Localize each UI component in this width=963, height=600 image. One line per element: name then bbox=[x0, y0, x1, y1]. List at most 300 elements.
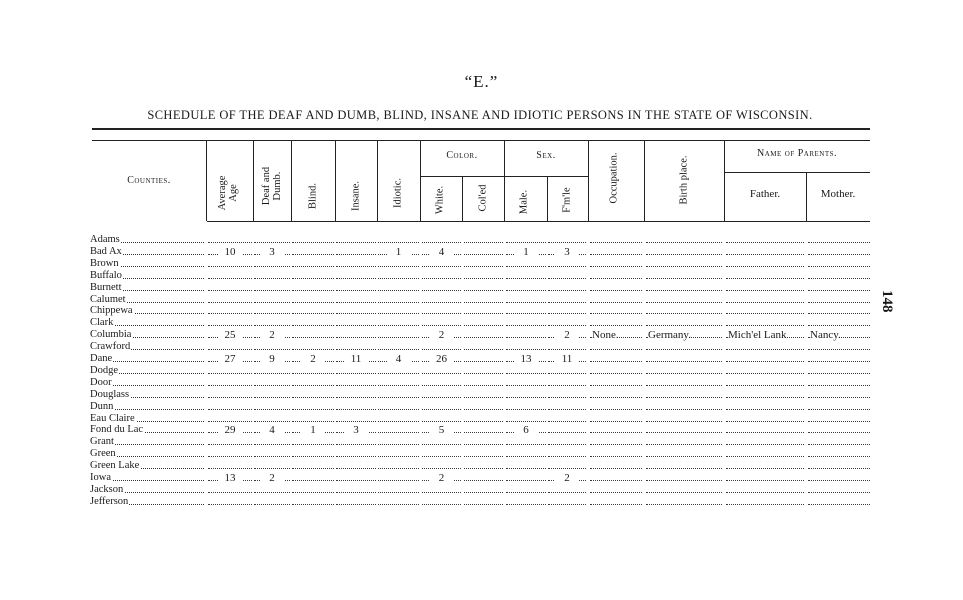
dot-leader bbox=[646, 421, 722, 422]
dot-leader bbox=[378, 266, 419, 267]
county-name bbox=[90, 448, 206, 460]
header-female: F'm'le bbox=[561, 187, 573, 213]
dot-leader bbox=[726, 504, 804, 505]
dot-leader bbox=[590, 242, 642, 243]
dot-leader bbox=[422, 349, 461, 350]
dot-leader bbox=[808, 456, 870, 457]
dot-leader bbox=[378, 421, 419, 422]
dot-leader bbox=[208, 492, 252, 493]
dot-leader bbox=[808, 290, 870, 291]
dot-leader bbox=[646, 373, 722, 374]
dot-leader bbox=[292, 456, 334, 457]
dot-leader bbox=[292, 409, 334, 410]
dot-leader bbox=[646, 266, 722, 267]
dot-leader bbox=[292, 468, 334, 469]
dot-leader bbox=[590, 444, 642, 445]
dot-leader bbox=[336, 349, 376, 350]
dot-leader bbox=[378, 409, 419, 410]
dot-leader bbox=[254, 444, 290, 445]
dot-leader bbox=[646, 456, 722, 457]
county-label: Burnett bbox=[90, 281, 122, 293]
dot-leader bbox=[464, 409, 503, 410]
county-name bbox=[90, 389, 206, 401]
dot-leader bbox=[464, 492, 503, 493]
cell-age: 27 bbox=[218, 353, 242, 365]
header-blind: Blind. bbox=[307, 183, 319, 209]
dot-leader bbox=[808, 468, 870, 469]
dot-leader bbox=[336, 468, 376, 469]
subheader-rule bbox=[207, 221, 870, 222]
dot-leader bbox=[254, 492, 290, 493]
dot-leader bbox=[808, 266, 870, 267]
dot-leader bbox=[548, 468, 586, 469]
column-rule bbox=[547, 177, 548, 221]
dot-leader bbox=[590, 349, 642, 350]
dot-leader bbox=[506, 278, 546, 279]
dot-leader bbox=[646, 385, 722, 386]
dot-leader bbox=[378, 480, 419, 481]
dot-leader bbox=[548, 290, 586, 291]
dot-leader bbox=[808, 421, 870, 422]
cell-female: 11 bbox=[555, 353, 579, 365]
dot-leader bbox=[422, 397, 461, 398]
dot-leader bbox=[646, 361, 722, 362]
header-idiotic: Idiotic. bbox=[392, 177, 404, 209]
county-label: Jackson bbox=[90, 483, 124, 495]
dot-leader bbox=[726, 302, 804, 303]
county-label: Jefferson bbox=[90, 495, 129, 507]
dot-leader bbox=[548, 266, 586, 267]
dot-leader bbox=[208, 242, 252, 243]
header-average-age: Average Age bbox=[217, 175, 239, 211]
dot-leader bbox=[590, 432, 642, 433]
dot-leader bbox=[464, 278, 503, 279]
dot-leader bbox=[208, 278, 252, 279]
dot-leader bbox=[464, 421, 503, 422]
dot-leader bbox=[464, 242, 503, 243]
dot-leader bbox=[726, 242, 804, 243]
dot-leader bbox=[464, 313, 503, 314]
dot-leader bbox=[646, 302, 722, 303]
cell-male: 13 bbox=[514, 353, 538, 365]
dot-leader bbox=[464, 373, 503, 374]
dot-leader bbox=[292, 397, 334, 398]
header-name-of-parents: Name of Parents. bbox=[756, 148, 837, 159]
dot-leader bbox=[590, 456, 642, 457]
dot-leader bbox=[254, 373, 290, 374]
dot-leader bbox=[808, 361, 870, 362]
dot-leader bbox=[506, 504, 546, 505]
header-counties: Counties. bbox=[127, 175, 171, 186]
dot-leader bbox=[506, 349, 546, 350]
county-name bbox=[90, 401, 206, 413]
dot-leader bbox=[590, 421, 642, 422]
dot-leader bbox=[808, 492, 870, 493]
schedule-letter: “E.” bbox=[464, 72, 499, 91]
county-name bbox=[90, 353, 206, 365]
dot-leader bbox=[422, 385, 461, 386]
dot-leader bbox=[254, 421, 290, 422]
dot-leader bbox=[548, 432, 586, 433]
dot-leader bbox=[208, 325, 252, 326]
cell-birth-place: Germany. bbox=[648, 329, 691, 342]
dot-leader bbox=[336, 444, 376, 445]
dot-leader bbox=[292, 373, 334, 374]
dot-leader bbox=[808, 444, 870, 445]
dot-leader bbox=[378, 242, 419, 243]
cell-male: 6 bbox=[514, 424, 538, 436]
dot-leader bbox=[506, 444, 546, 445]
dot-leader bbox=[292, 349, 334, 350]
dot-leader bbox=[464, 444, 503, 445]
dot-leader bbox=[808, 385, 870, 386]
dot-leader bbox=[726, 480, 804, 481]
county-name bbox=[90, 258, 206, 270]
cell-deaf: 3 bbox=[260, 246, 284, 258]
dot-leader bbox=[548, 409, 586, 410]
cell-insane: 3 bbox=[344, 424, 368, 436]
column-rule bbox=[588, 141, 589, 221]
dot-leader bbox=[422, 302, 461, 303]
county-label: Adams bbox=[90, 234, 120, 245]
cell-blind: 2 bbox=[301, 353, 325, 365]
dot-leader bbox=[548, 302, 586, 303]
dot-leader bbox=[464, 385, 503, 386]
dot-leader bbox=[292, 421, 334, 422]
cell-insane: 11 bbox=[344, 353, 368, 365]
dot-leader bbox=[548, 397, 586, 398]
dot-leader bbox=[254, 325, 290, 326]
county-name bbox=[90, 496, 206, 508]
dot-leader bbox=[336, 278, 376, 279]
county-name bbox=[90, 246, 206, 258]
county-label: Green bbox=[90, 448, 116, 460]
header-colored: Col'ed bbox=[477, 184, 489, 212]
dot-leader bbox=[726, 444, 804, 445]
dot-leader bbox=[422, 242, 461, 243]
county-name bbox=[90, 484, 206, 496]
dot-leader bbox=[590, 313, 642, 314]
dot-leader bbox=[292, 337, 334, 338]
dot-leader bbox=[590, 361, 642, 362]
county-label: Dodge bbox=[90, 364, 118, 376]
dot-leader bbox=[506, 337, 546, 338]
parents-split-rule bbox=[724, 172, 870, 173]
dot-leader bbox=[506, 409, 546, 410]
dot-leader bbox=[646, 504, 722, 505]
dot-leader bbox=[208, 313, 252, 314]
cell-female: 2 bbox=[555, 472, 579, 484]
dot-leader bbox=[548, 373, 586, 374]
dot-leader bbox=[292, 254, 334, 255]
column-rule bbox=[291, 141, 292, 221]
dot-leader bbox=[726, 468, 804, 469]
dot-leader bbox=[378, 278, 419, 279]
dot-leader bbox=[506, 397, 546, 398]
column-rule bbox=[206, 141, 207, 221]
header-deaf-and-dumb: Deaf and Dumb. bbox=[261, 166, 283, 206]
cell-occupation: None. bbox=[592, 329, 619, 342]
page-number: 148 bbox=[879, 290, 895, 313]
dot-leader bbox=[506, 385, 546, 386]
county-name bbox=[90, 329, 206, 341]
dot-leader bbox=[464, 290, 503, 291]
dot-leader bbox=[336, 313, 376, 314]
dot-leader bbox=[506, 492, 546, 493]
county-label: Calumet bbox=[90, 293, 126, 305]
dot-leader bbox=[208, 302, 252, 303]
dot-leader bbox=[422, 290, 461, 291]
dot-leader bbox=[548, 456, 586, 457]
dot-leader bbox=[548, 492, 586, 493]
dot-leader bbox=[726, 290, 804, 291]
dot-leader bbox=[646, 313, 722, 314]
county-name bbox=[90, 294, 206, 306]
county-label: Bad Ax bbox=[90, 245, 122, 257]
dot-leader bbox=[422, 456, 461, 457]
dot-leader bbox=[646, 254, 722, 255]
cell-age: 25 bbox=[218, 329, 242, 341]
dot-leader bbox=[378, 385, 419, 386]
dot-leader bbox=[590, 254, 642, 255]
dot-leader bbox=[590, 385, 642, 386]
dot-leader bbox=[464, 325, 503, 326]
county-label: Clark bbox=[90, 317, 114, 329]
dot-leader bbox=[506, 302, 546, 303]
county-label: Green Lake bbox=[90, 460, 140, 472]
dot-leader bbox=[254, 397, 290, 398]
dot-leader bbox=[336, 421, 376, 422]
county-name bbox=[90, 424, 206, 436]
cell-idiotic: 1 bbox=[387, 246, 411, 258]
dot-leader bbox=[548, 313, 586, 314]
dot-leader bbox=[208, 397, 252, 398]
dot-leader bbox=[808, 278, 870, 279]
column-rule bbox=[462, 177, 463, 221]
dot-leader bbox=[378, 290, 419, 291]
dot-leader bbox=[506, 290, 546, 291]
dot-leader bbox=[590, 480, 642, 481]
dot-leader bbox=[548, 242, 586, 243]
dot-leader bbox=[646, 468, 722, 469]
county-label: Buffalo bbox=[90, 269, 122, 281]
dot-leader bbox=[464, 361, 503, 362]
dot-leader bbox=[808, 349, 870, 350]
county-label: Dane bbox=[90, 353, 113, 364]
dot-leader bbox=[548, 504, 586, 505]
dot-leader bbox=[506, 313, 546, 314]
county-name bbox=[90, 341, 206, 353]
dot-leader bbox=[378, 397, 419, 398]
dot-leader bbox=[336, 504, 376, 505]
header-sex: Sex. bbox=[536, 150, 556, 161]
dot-leader bbox=[422, 325, 461, 326]
dot-leader bbox=[808, 480, 870, 481]
dot-leader bbox=[646, 349, 722, 350]
dot-leader bbox=[808, 432, 870, 433]
dot-leader bbox=[506, 325, 546, 326]
dot-leader bbox=[548, 325, 586, 326]
cell-deaf: 2 bbox=[260, 329, 284, 341]
dot-leader bbox=[548, 444, 586, 445]
dot-leader bbox=[254, 278, 290, 279]
header-birth-place: Birth place. bbox=[678, 155, 690, 205]
dot-leader bbox=[726, 409, 804, 410]
dot-leader bbox=[254, 242, 290, 243]
dot-leader bbox=[336, 385, 376, 386]
dot-leader bbox=[646, 409, 722, 410]
dot-leader bbox=[208, 468, 252, 469]
column-rule bbox=[644, 141, 645, 221]
dot-leader bbox=[422, 444, 461, 445]
column-rule bbox=[377, 141, 378, 221]
dot-leader bbox=[590, 290, 642, 291]
dot-leader bbox=[208, 421, 252, 422]
county-name bbox=[90, 270, 206, 282]
dot-leader bbox=[726, 373, 804, 374]
dot-leader bbox=[336, 480, 376, 481]
dot-leader bbox=[254, 313, 290, 314]
county-label: Fond du Lac bbox=[90, 424, 144, 436]
dot-leader bbox=[336, 373, 376, 374]
dot-leader bbox=[646, 397, 722, 398]
cell-white: 5 bbox=[430, 424, 454, 436]
cell-male: 1 bbox=[514, 246, 538, 258]
header-mother: Mother. bbox=[820, 188, 856, 200]
county-label: Brown bbox=[90, 257, 119, 269]
county-name bbox=[90, 305, 206, 317]
dot-leader bbox=[464, 397, 503, 398]
county-name bbox=[90, 282, 206, 294]
dot-leader bbox=[590, 468, 642, 469]
county-name bbox=[90, 365, 206, 377]
dot-leader bbox=[646, 480, 722, 481]
dot-leader bbox=[506, 468, 546, 469]
dot-leader bbox=[506, 373, 546, 374]
dot-leader bbox=[422, 492, 461, 493]
dot-leader bbox=[422, 278, 461, 279]
dot-leader bbox=[422, 373, 461, 374]
dot-leader bbox=[808, 409, 870, 410]
cell-deaf: 4 bbox=[260, 424, 284, 436]
dot-leader bbox=[422, 468, 461, 469]
county-name bbox=[90, 472, 206, 484]
dot-leader bbox=[726, 397, 804, 398]
dot-leader bbox=[292, 290, 334, 291]
county-label: Columbia bbox=[90, 329, 132, 341]
county-label: Crawford bbox=[90, 341, 131, 353]
dot-leader bbox=[726, 456, 804, 457]
cell-father: Mich'el Lank bbox=[728, 329, 787, 342]
dot-leader bbox=[292, 504, 334, 505]
dot-leader bbox=[464, 504, 503, 505]
column-rule bbox=[253, 141, 254, 221]
dot-leader bbox=[646, 278, 722, 279]
dot-leader bbox=[292, 302, 334, 303]
dot-leader bbox=[726, 278, 804, 279]
dot-leader bbox=[378, 337, 419, 338]
dot-leader bbox=[808, 254, 870, 255]
dot-leader bbox=[208, 290, 252, 291]
dot-leader bbox=[590, 325, 642, 326]
dot-leader bbox=[506, 266, 546, 267]
dot-leader bbox=[254, 409, 290, 410]
dot-leader bbox=[208, 456, 252, 457]
county-label: Iowa bbox=[90, 472, 111, 483]
dot-leader bbox=[590, 302, 642, 303]
dot-leader bbox=[336, 492, 376, 493]
dot-leader bbox=[208, 444, 252, 445]
dot-leader bbox=[254, 456, 290, 457]
dot-leader bbox=[726, 254, 804, 255]
dot-leader bbox=[590, 373, 642, 374]
dot-leader bbox=[292, 278, 334, 279]
dot-leader bbox=[422, 266, 461, 267]
dot-leader bbox=[378, 468, 419, 469]
dot-leader bbox=[254, 349, 290, 350]
dot-leader bbox=[548, 278, 586, 279]
cell-blind: 1 bbox=[301, 424, 325, 436]
dot-leader bbox=[378, 325, 419, 326]
dot-leader bbox=[378, 373, 419, 374]
dot-leader bbox=[646, 444, 722, 445]
dot-leader bbox=[208, 409, 252, 410]
county-label: Dunn bbox=[90, 400, 114, 412]
dot-leader bbox=[378, 492, 419, 493]
county-name bbox=[90, 460, 206, 472]
dot-leader bbox=[336, 397, 376, 398]
dot-leader bbox=[422, 504, 461, 505]
dot-leader bbox=[254, 468, 290, 469]
dot-leader bbox=[292, 480, 334, 481]
dot-leader bbox=[506, 480, 546, 481]
dot-leader bbox=[506, 242, 546, 243]
dot-leader bbox=[336, 302, 376, 303]
dot-leader bbox=[464, 337, 503, 338]
dot-leader bbox=[548, 385, 586, 386]
dot-leader bbox=[254, 302, 290, 303]
dot-leader bbox=[208, 373, 252, 374]
dot-leader bbox=[548, 349, 586, 350]
cell-deaf: 9 bbox=[260, 353, 284, 365]
dot-leader bbox=[590, 278, 642, 279]
dot-leader bbox=[378, 456, 419, 457]
dot-leader bbox=[336, 337, 376, 338]
dot-leader bbox=[726, 361, 804, 362]
county-label: Douglass bbox=[90, 388, 130, 400]
dot-leader bbox=[336, 254, 376, 255]
dot-leader bbox=[292, 313, 334, 314]
cell-age: 29 bbox=[218, 424, 242, 436]
dot-leader bbox=[590, 492, 642, 493]
cell-female: 3 bbox=[555, 246, 579, 258]
dot-leader bbox=[292, 444, 334, 445]
county-label: Chippewa bbox=[90, 305, 133, 317]
dot-leader bbox=[336, 266, 376, 267]
dot-leader bbox=[808, 373, 870, 374]
dot-leader bbox=[808, 313, 870, 314]
dot-leader bbox=[726, 325, 804, 326]
dot-leader bbox=[548, 421, 586, 422]
dot-leader bbox=[808, 302, 870, 303]
dot-leader bbox=[292, 492, 334, 493]
dot-leader bbox=[726, 492, 804, 493]
dot-leader bbox=[336, 409, 376, 410]
county-label: Grant bbox=[90, 436, 114, 448]
dot-leader bbox=[336, 325, 376, 326]
dot-leader bbox=[378, 444, 419, 445]
dot-leader bbox=[590, 397, 642, 398]
